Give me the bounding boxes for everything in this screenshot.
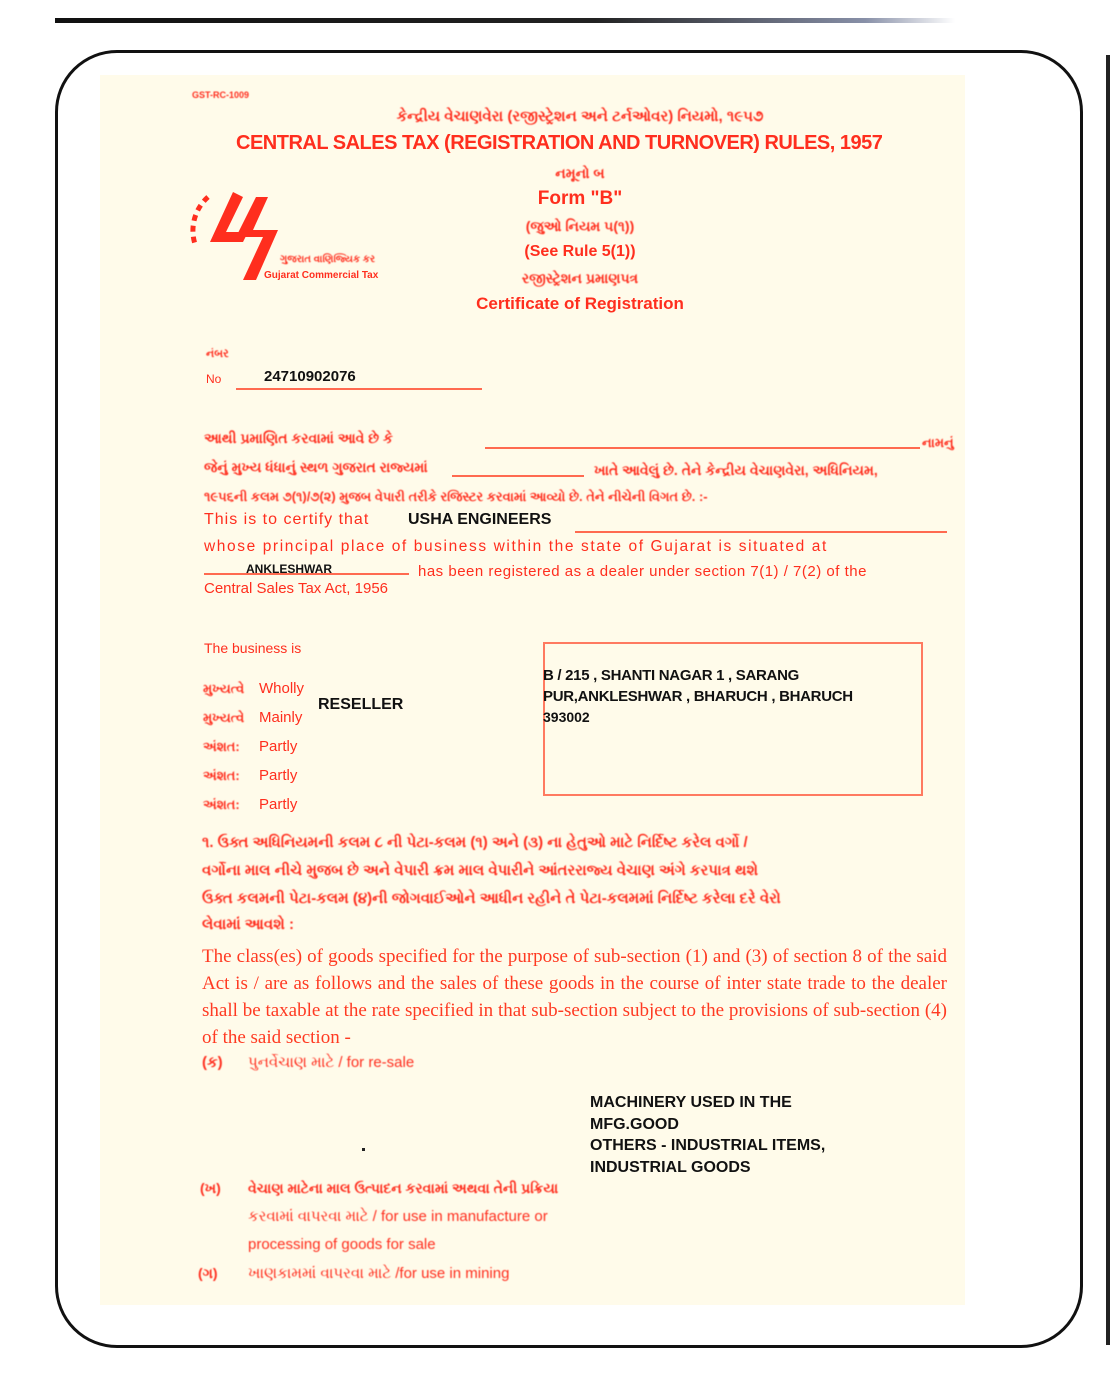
certify-line4: Central Sales Tax Act, 1956 <box>204 580 388 597</box>
item-c-text: ખાણકામમાં વાપરવા માટે /for use in mining <box>248 1265 510 1282</box>
business-option: Partly <box>259 796 298 813</box>
business-option: Partly <box>259 738 298 755</box>
goods-item: MFG.GOOD <box>590 1115 679 1133</box>
form-title: CENTRAL SALES TAX (REGISTRATION AND TURNOVER) RULES, 1957 <box>236 132 883 154</box>
guj-para-line: લેવામાં આવશે : <box>202 916 294 933</box>
guj-form: નમૂનો બ <box>555 165 605 181</box>
rule: (See Rule 5(1)) <box>524 243 636 260</box>
goods-item: MACHINERY USED IN THE <box>590 1094 792 1111</box>
guj-cert: રજીસ્ટ્રેશન પ્રમાણપત્ર <box>521 270 639 286</box>
dealer-name: USHA ENGINEERS <box>408 511 552 528</box>
guj-title: કેન્દ્રીય વેચાણવેરા (રજીસ્ટ્રેશન અને ટર્નઓવર) નિયમો, ૧૯૫૭ <box>396 108 764 125</box>
business-guj: અંશત: <box>203 768 240 783</box>
business-option: Mainly <box>259 709 303 726</box>
guj-para-line: ઉક્ત કલમની પેટા-કલમ (૪)ની જોગવાઈઓને આધીન રહીને તે પેટા-કલમમાં નિર્દિષ્ટ કરેલા દરે વેરો <box>202 890 781 907</box>
guj-line: જેનું મુખ્ય ધંધાનું સ્થળ ગુજરાત રાજ્યમાં <box>204 459 428 475</box>
business-guj: મુખ્યત્વે <box>203 681 245 696</box>
business-guj: અંશત: <box>203 797 240 812</box>
place-of-business: ANKLESHWAR <box>246 562 332 576</box>
address-line: PUR,ANKLESHWAR , BHARUCH , BHARUCH <box>543 688 853 705</box>
goods-list <box>590 1092 910 1178</box>
certify-line3: has been registered as a dealer under section 7(1) / 7(2) of the <box>418 563 867 580</box>
top-rule <box>55 18 955 23</box>
goods-item: OTHERS - INDUSTRIAL ITEMS, <box>590 1137 826 1154</box>
goods-item: INDUSTRIAL GOODS <box>590 1158 751 1176</box>
guj-rule: (જુઓ નિયમ ૫(૧)) <box>525 218 635 234</box>
business-guj: મુખ્યત્વે <box>203 710 245 725</box>
form-name: Form "B" <box>537 188 623 209</box>
business-label: The business is <box>204 640 302 656</box>
item-b-text: કરવામાં વાપરવા માટે / for use in manufacture or <box>248 1208 548 1225</box>
item-a-text: પુનર્વેચાણ માટે / for re-sale <box>248 1054 415 1071</box>
dot-mark <box>362 1148 365 1151</box>
certify-prefix: This is to certify that <box>204 511 370 528</box>
goods-class-paragraph: The class(es) of goods specified for the purpose of sub-section (1) and (3) of section 8 of the said Act is / are as follows and the sales of these goods in the course of inter state trade to the dealer shall be taxable at the rate specified in that sub-section subject to the provisions of sub-section (4) of the said section - <box>202 946 947 1048</box>
item-b-text: processing of goods for sale <box>248 1236 436 1253</box>
business-option: Partly <box>259 767 298 784</box>
business-type: RESELLER <box>318 696 404 713</box>
address-line: 393002 <box>543 709 590 725</box>
guj-line: ખાતે આવેલું છે. તેને કેન્દ્રીય વેચાણવેરા, અધિનિયમ, <box>594 462 878 478</box>
right-edge-rule <box>1106 55 1110 1345</box>
address-box <box>543 642 923 796</box>
item-b-text: વેચાણ માટેના માલ ઉત્પાદન કરવામાં અથવા તેની પ્રક્રિયા <box>248 1180 559 1196</box>
business-option: Wholly <box>259 680 305 697</box>
item-marker: (ગ) <box>198 1265 218 1281</box>
form-code: GST-RC-1009 <box>192 90 250 100</box>
guj-para-line: વર્ગોના માલ નીચે મુજબ છે અને વેપારી ક્રમ માલ વેપારીને આંતરરાજ્ય વેચાણ અંગે કરપાત્ર થશે <box>202 862 759 879</box>
item-marker: (ક) <box>202 1054 223 1071</box>
guj-no-label: નંબર <box>206 348 229 360</box>
guj-line: આથી પ્રમાણિત કરવામાં આવે છે કે <box>204 430 393 446</box>
gujarat-commercial-tax-logo <box>188 172 418 292</box>
no-label: No <box>206 372 222 386</box>
guj-line: નામનું <box>922 435 954 450</box>
guj-para-line: ૧. ઉક્ત અધિનિયમની કલમ ૮ ની પેટા-કલમ (૧) અને (૩) ના હેતુઓ માટે નિર્દિષ્ટ કરેલ વર્ગો / <box>202 834 748 851</box>
certificate-title: Certificate of Registration <box>476 294 684 313</box>
certify-line2: whose principal place of business within the state of Gujarat is situated at <box>204 538 828 555</box>
business-guj: અંશત: <box>203 739 240 754</box>
logo-guj-name: ગુજરાત વાણિજ્યિક કર <box>280 254 376 265</box>
guj-line: ૧૯૫૬ની કલમ ૭(૧)/૭(૨) મુજબ વેપારી તરીકે રજિસ્ટર કરવામાં આવ્યો છે. તેને નીચેની વિગત છે. :- <box>204 489 708 504</box>
item-marker: (ખ) <box>200 1180 221 1196</box>
logo-name: Gujarat Commercial Tax <box>264 270 379 281</box>
registration-number: 24710902076 <box>264 368 356 385</box>
address-line: B / 215 , SHANTI NAGAR 1 , SARANG <box>543 667 799 684</box>
